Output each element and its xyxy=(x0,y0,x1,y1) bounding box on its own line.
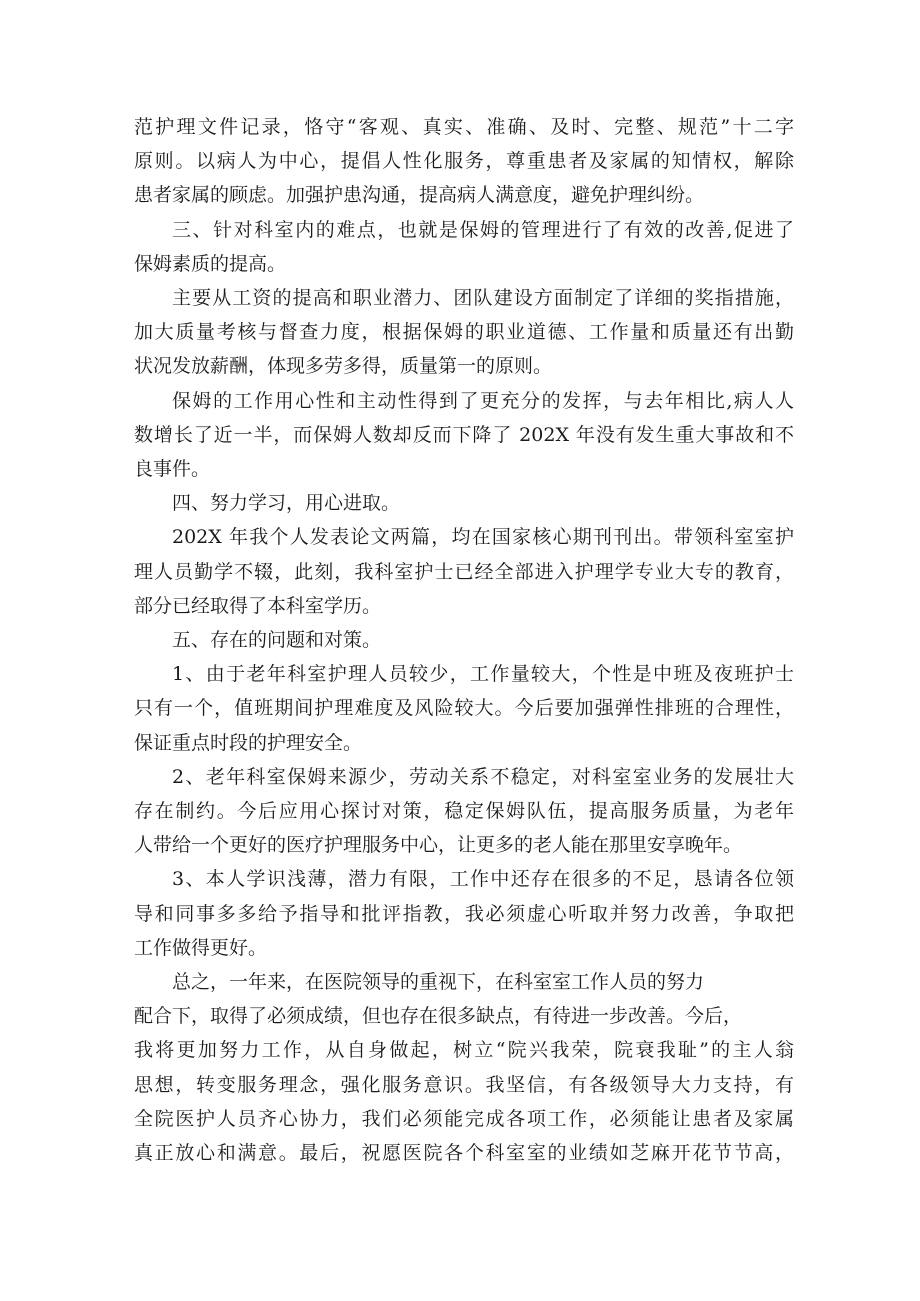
text-line: 理人员勤学不辍，此刻，我科室护士已经全部进入护理学专业大专的教育， xyxy=(134,560,794,583)
text-line: 导和同事多多给予指导和批评指教，我必须虚心听取并努力改善，争取把 xyxy=(134,902,794,925)
text-line: 原则。以病人为中心，提倡人性化服务，尊重患者及家属的知情权，解除 xyxy=(134,150,794,173)
text-line: 工作做得更好。 xyxy=(134,936,268,959)
text-line: 1、由于老年科室护理人员较少，工作量较大，个性是中班及夜班护士 xyxy=(172,663,794,686)
text-line: 真正放心和满意。最后，祝愿医院各个科室室的业绩如芝麻开花节节高， xyxy=(134,1142,794,1165)
text-line: 202X 年我个人发表论文两篇，均在国家核心期刊刊出。带领科室室护 xyxy=(172,526,794,549)
text-line: 三、针对科室内的难点，也就是保姆的管理进行了有效的改善,促进了 xyxy=(172,218,794,241)
text-line: 只有一个，值班期间护理难度及风险较大。今后要加强弹性排班的合理性， xyxy=(134,697,794,720)
text-line: 良事件。 xyxy=(134,458,211,481)
text-line: 总之，一年来，在医院领导的重视下，在科室室工作人员的努力 xyxy=(172,971,705,994)
document-body xyxy=(134,110,794,1170)
text-line: 保姆的工作用心性和主动性得到了更充分的发挥，与去年相比,病人人 xyxy=(172,389,794,412)
text-line: 五、存在的问题和对策。 xyxy=(172,629,382,652)
text-line: 2、老年科室保姆来源少，劳动关系不稳定，对科室室业务的发展壮大 xyxy=(172,765,794,788)
text-line: 部分已经取得了本科室学历。 xyxy=(134,594,382,617)
text-line: 全院医护人员齐心协力，我们必须能完成各项工作，必须能让患者及家属 xyxy=(134,1107,794,1130)
text-line: 3、本人学识浅薄，潜力有限，工作中还存在很多的不足，恳请各位领 xyxy=(172,868,794,891)
text-line: 范护理文件记录，恪守“客观、真实、准确、及时、完整、规范”十二字 xyxy=(134,116,794,138)
text-line: 思想，转变服务理念，强化服务意识。我坚信，有各级领导大力支持，有 xyxy=(134,1073,794,1096)
text-line: 人带给一个更好的医疗护理服务中心，让更多的老人能在那里安享晚年。 xyxy=(134,834,743,857)
text-line: 数增长了近一半，而保姆人数却反而下降了 202X 年没有发生重大事故和不 xyxy=(134,423,794,446)
text-line: 主要从工资的提高和职业潜力、团队建设方面制定了详细的奖指措施， xyxy=(172,287,794,310)
text-line: 我将更加努力工作，从自身做起，树立“院兴我荣，院衰我耻”的主人翁 xyxy=(134,1039,794,1062)
text-line: 存在制约。今后应用心探讨对策，稳定保姆队伍，提高服务质量，为老年 xyxy=(134,800,794,823)
text-line: 加大质量考核与督查力度，根据保姆的职业道德、工作量和质量还有出勤 xyxy=(134,321,794,344)
text-line: 配合下，取得了必须成绩，但也存在很多缺点，有待进一步改善。今后， xyxy=(134,1005,743,1028)
text-line: 保姆素质的提高。 xyxy=(134,252,287,275)
text-line: 四、努力学习，用心进取。 xyxy=(172,492,401,515)
text-line: 保证重点时段的护理安全。 xyxy=(134,731,363,754)
text-line: 患者家属的顾虑。加强护患沟通，提高病人满意度，避免护理纠纷。 xyxy=(134,184,705,207)
text-line: 状况发放薪酬，体现多劳多得，质量第一的原则。 xyxy=(134,355,553,378)
